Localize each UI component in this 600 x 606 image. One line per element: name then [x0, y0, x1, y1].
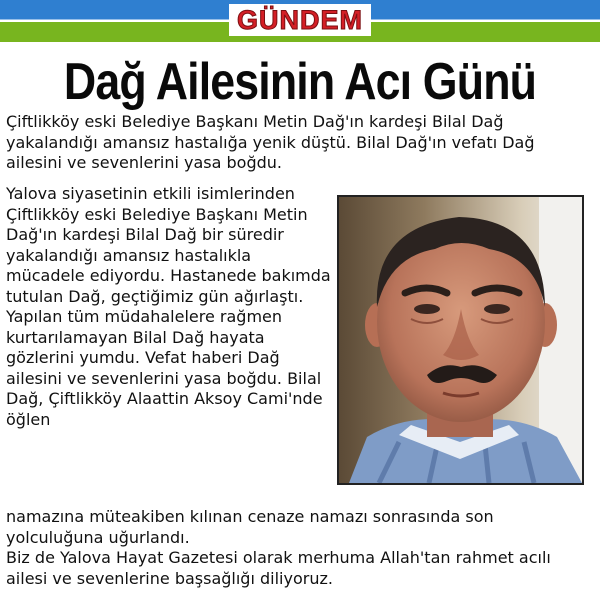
closing-paragraph-1: namazına müteakiben kılınan cenaze namazı sonrasında son yolculuğuna uğurlandı.	[6, 507, 494, 547]
section-banner	[0, 0, 600, 42]
body-paragraph: Yalova siyasetinin etkili isimlerinden Çiftlikköy eski Belediye Başkanı Metin Dağ'ın kardeşi Bilal Dağ bir süredir yakalandığı amansız hastalıkla mücadele ediyordu. Hastanede bakımda tutulan Dağ, geçtiğimiz gün ağırlaştı. Yapılan tüm müdahalelere rağmen kurtarılamayan Bilal Dağ hayata gözlerini yumdu. Vefat haberi Dağ ailesini ve sevenlerini yasa boğdu. Bilal Dağ, Çiftlikköy Alaattin Aksoy Cami'nde öğlen	[6, 184, 331, 429]
portrait-illustration	[339, 197, 582, 483]
closing-paragraphs	[6, 507, 594, 589]
section-label: GÜNDEM	[229, 4, 371, 36]
portrait-photo	[337, 195, 584, 485]
closing-paragraph-2: Biz de Yalova Hayat Gazetesi olarak merhuma Allah'tan rahmet acılı ailesi ve sevenlerine başsağlığı diliyoruz.	[6, 548, 551, 588]
lead-paragraph: Çiftlikköy eski Belediye Başkanı Metin Dağ'ın kardeşi Bilal Dağ yakalandığı amansız hastalığa yenik düştü. Bilal Dağ'ın vefatı Dağ ailesini ve sevenlerini yasa boğdu.	[6, 112, 535, 172]
headline: Dağ Ailesinin Acı Günü	[63, 53, 537, 111]
